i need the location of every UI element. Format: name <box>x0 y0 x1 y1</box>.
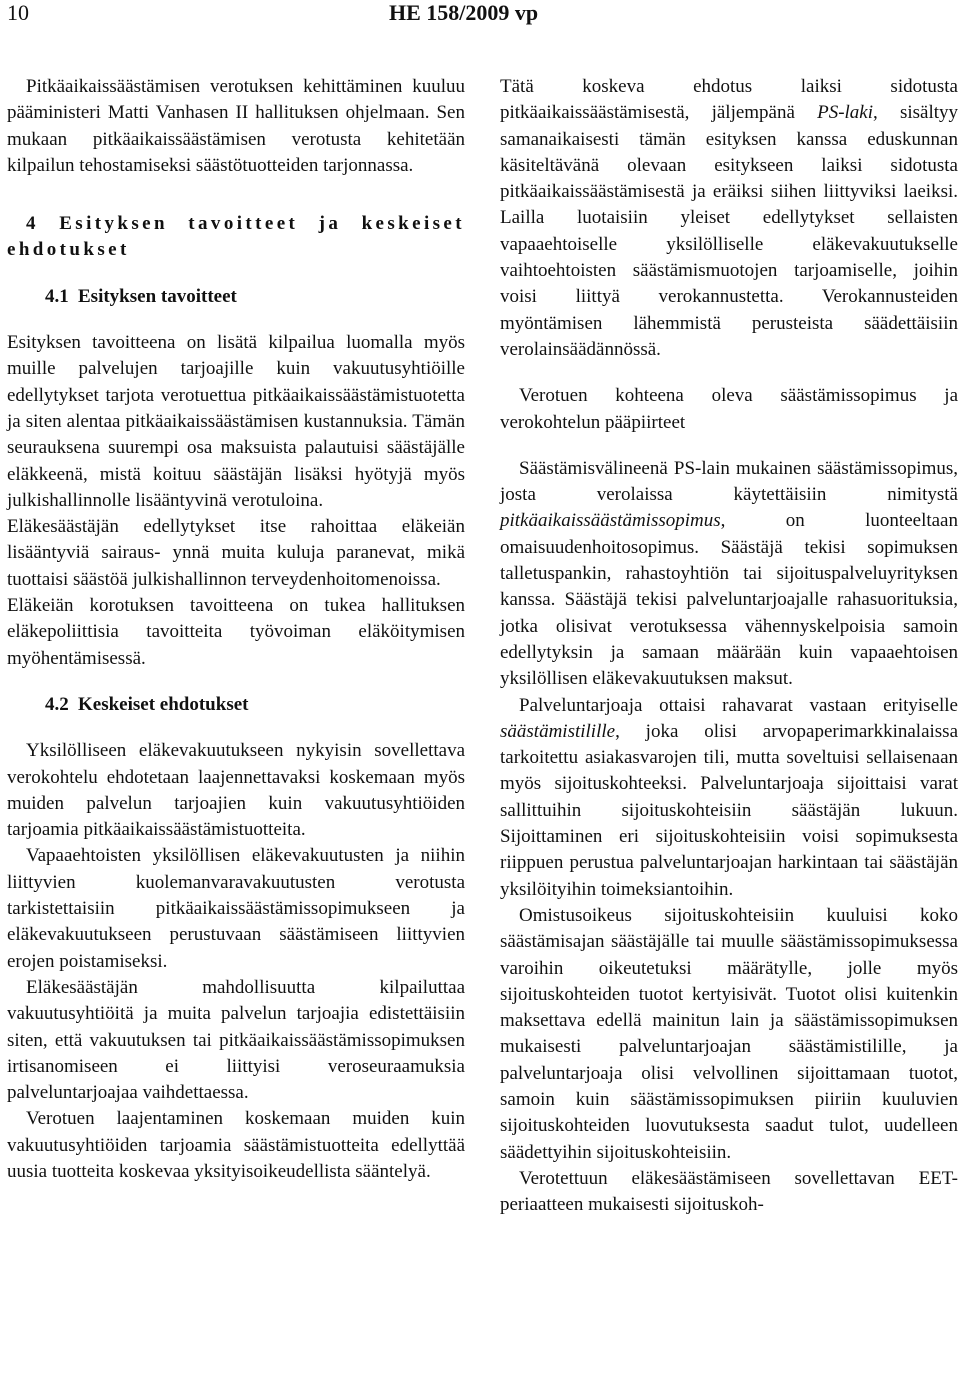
term-pitkaaikaissaastamissopimus: pitkäaikaissäästämissopimus <box>500 510 721 532</box>
subsection-title: Keskeiset ehdotukset <box>78 693 249 715</box>
paragraph: Säästämisvälineenä PS-lain mukainen säästämissopimus, josta verolaissa käytettäisiin nimitystä pitkäaikaissäästämissopimus, on luonteeltaan omaisuudenhoitosopimus. Säästäjä tekisi sopimuksen talletuspankin, rahastoyhtiön tai sijoituspalveluyrityksen kanssa. Säästäjä tekisi palveluntarjoajalle rahasuorituksia, jotka olisivat verotuksessa vähennyskelpoisia samoin edellytyksin ja samaan määrään kuin vapaaehtoisen yksilöllisen eläkevakuutuksen maksut. <box>500 457 958 690</box>
paragraph: Omistusoikeus sijoituskohteisiin kuuluisi koko säästämisajan säästäjälle tai muulle säästämissopimuksessa varoihin oikeutetuksi määrätylle, jolle myös sijoituskohteiden tuotot kertyisivät. Tuotot olisi kuitenkin maksettava edellä mainitun lain ja säästämissopimuksen mukaisesti palveluntarjoajan säästämistilille, ja palveluntarjoaja olisi velvollinen sijoittamaan tuotot, samoin kuin säästämissopimuksen piiriin kuuluvien sijoituskohteiden luovutuksesta saadut tulot, uudelleen säädettyihin sijoituskohteisiin. <box>500 904 958 1163</box>
paragraph: Tätä koskeva ehdotus laiksi sidotusta pitkäaikaissäästämisestä, jäljempänä PS-laki, sisältyy samanaikaisesti tämän esityksen kanssa eduskunnan käsiteltävänä olevaan esitykseen laiksi sidotusta pitkäaikaissäästämisestä ja eräiksi siihen liittyviksi laeiksi. Lailla luotaisiin yleiset edellytykset sellaisten vapaaehtoiselle yksilölliselle eläkevakuutukselle vaihtoehtoisten säästämismuotojen tarjoamiselle, joihin voisi liittyä verokannustetta. Verokannusteiden myöntämisen lähemmistä perusteista säädettäisiin verolainsäädännössä. <box>500 76 959 360</box>
paragraph: Palveluntarjoaja ottaisi rahavarat vastaan erityiselle säästämistilille, joka olisi arvopaperimarkkinalaissa tarkoitettu asiakasvarojen tili, mutta soveltuisi sellaisenaan myös sijoituskohteeksi. Palveluntarjoaja sijoittaisi varat sallittuihin sijoituskohteisiin säästäjän lukuun. Sijoittaminen eri sijoituskohteisiin voisi sopimuksesta riippuen perustua palveluntarjoajan harkintaan tai säästäjän yksilöityihin toimeksiantoihin. <box>500 694 958 900</box>
left-column <box>7 74 465 1185</box>
paragraph: Vapaaehtoisten yksilöllisen eläkevakuutusten ja niihin liittyvien kuolemanvaravakuutusten verotusta tarkistettaisiin pitkäaikaissäästämissopimukseen ja eläkevakuutukseen perustuvaan säästämiseen liittyvien erojen poistamiseksi. <box>7 845 465 972</box>
paragraph: Eläkesäästäjän edellytykset itse rahoittaa eläkeiän lisääntyviä sairaus- ynnä muita kuluja paranevat, mikä tuottaisi säästöä julkishallinnon terveydenhoitomenoissa. <box>7 516 465 590</box>
paragraph: Verotuen laajentaminen koskemaan muiden kuin vakuutusyhtiöiden tarjoamia säästämistuotteita edellyttää uusia tuotteita koskevaa yksityisoikeudellista sääntelyä. <box>7 1108 465 1182</box>
subheading: Verotuen kohteena oleva säästämissopimus ja verokohtelun pääpiirteet <box>500 385 958 433</box>
paragraph: Esityksen tavoitteena on lisätä kilpailua luomalla myös muille palvelujen tarjoajille kuin vakuutusyhtiöille edellytykset tarjota verotuettua pitkäaikaissäästämistuotetta ja siten alentaa pitkäaikaissäästämisen kustannuksia. Tämän seurauksena suurempi osa maksuista palautuisi säästäjälle eläkkeenä, mistä koituu säästäjän lisäksi hyötyjä myös julkishallinnolle lisääntyvinä verotuloina. <box>7 332 465 511</box>
subsection-number: 4.1 <box>45 285 69 307</box>
subsection-heading-4-2 <box>7 692 465 718</box>
subsection-title: Esityksen tavoitteet <box>78 285 237 307</box>
subsection-number: 4.2 <box>45 693 69 715</box>
intro-paragraph: Pitkäaikaissäästämisen verotuksen kehittäminen kuuluu pääministeri Matti Vanhasen II hallituksen ohjelmaan. Sen mukaan pitkäaikaissäästämisen verotusta kehitetään kilpailun tehostamiseksi säästötuotteiden tarjonnassa. <box>7 76 465 176</box>
page-header <box>0 0 960 40</box>
paragraph: Eläkesäästäjän mahdollisuutta kilpailuttaa vakuutusyhtiöitä ja muita palvelun tarjoajia edistettäisiin siten, että vakuutuksen tai pitkäaikaissäästämissopimuksen irtisanomiseen ei liittyisi veroseuraamuksia palveluntarjoajaa vaihdettaessa. <box>7 976 465 1104</box>
term-saastamistili: säästämistilille <box>500 720 616 742</box>
subsection-heading-4-1 <box>7 284 465 310</box>
paragraph: Eläkeiän korotuksen tavoitteena on tukea hallituksen eläkepoliittisia tavoitteita työvoiman eläköitymisen myöhentämisessä. <box>7 595 465 669</box>
page-number: 10 <box>7 0 29 25</box>
section-heading: 4 Esityksen tavoitteet ja keskeiset ehdotukset <box>7 213 465 261</box>
right-column <box>500 74 958 1218</box>
paragraph: Verotettuun eläkesäästämiseen sovellettavan EET-periaatteen mukaisesti sijoituskoh- <box>500 1167 958 1216</box>
term-ps-laki: PS-laki <box>817 102 874 124</box>
paragraph: Yksilölliseen eläkevakuutukseen nykyisin sovellettava verokohtelu ehdotetaan laajennettavaksi koskemaan myös muiden palvelun tarjoajien kuin vakuutusyhtiöiden tarjoamia pitkäaikaissäästämistuotteita. <box>7 740 465 841</box>
document-id: HE 158/2009 vp <box>389 0 539 25</box>
